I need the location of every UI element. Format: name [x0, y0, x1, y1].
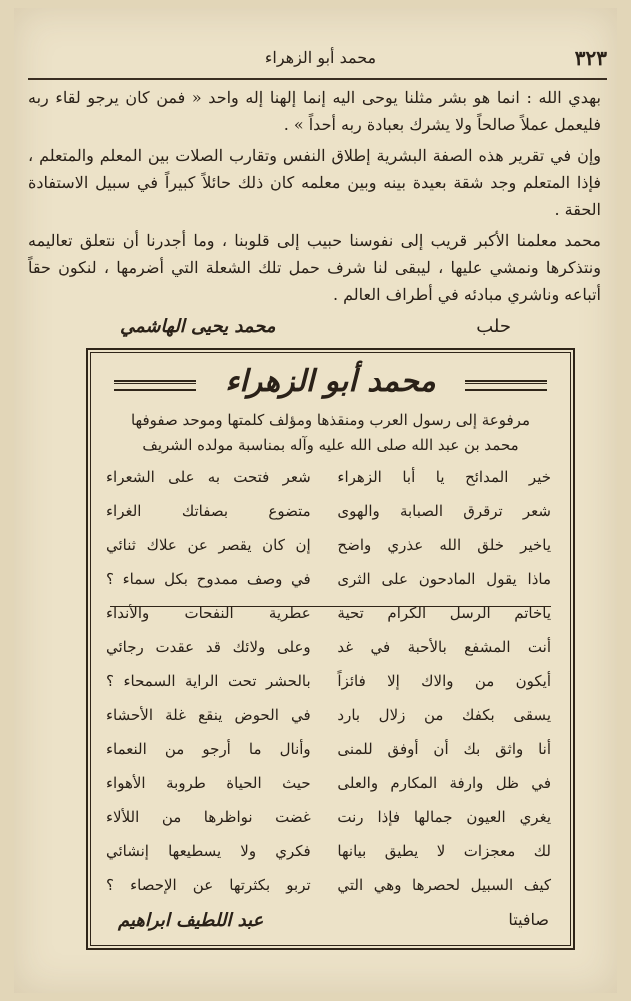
verse-first-half: ياخاتم الرسل الكرام تحية: [337, 604, 551, 622]
verse: [106, 740, 551, 774]
page-header: [34, 40, 607, 70]
verse-first-half: يغري العيون جمالها فإذا رنت: [337, 808, 551, 826]
verse-first-half: خير المدائح يا أبا الزهراء: [337, 468, 551, 486]
verse: [106, 536, 551, 570]
verse: [106, 774, 551, 808]
verse-first-half: أيكون من والاك إلا فائزاً: [337, 672, 551, 690]
poet-signature: عبد اللطيف ابراهيم: [118, 910, 264, 931]
verse-second-half: إن كان يقصر عن علاك ثنائي: [106, 536, 311, 554]
verse-first-half: أنا واثق بك أن أوفق للمنى: [337, 740, 551, 758]
verse-first-half: كيف السبيل لحصرها وهي التي: [337, 876, 551, 894]
verse: [106, 468, 551, 502]
verse-second-half: تربو بكثرتها عن الإحصاء ؟: [106, 876, 311, 894]
article-body: [28, 84, 601, 312]
poem-dedication: [108, 408, 553, 458]
verse-first-half: شعر ترقرق الصبابة والهوى: [337, 502, 551, 520]
verse-second-half: وأنال ما أرجو من النعماء: [106, 740, 311, 758]
dedication-line: مرفوعة إلى رسول العرب ومنقذها ومؤلف كلمتها وموحد صفوفها: [130, 411, 530, 429]
poem-box: [86, 348, 575, 950]
verse-second-half: متضوع بصفاتك الغراء: [106, 502, 311, 520]
poem-title: محمد أبو الزهراء: [225, 364, 436, 399]
verse-second-half: في وصف ممدوح بكل سماء ؟: [106, 570, 311, 588]
verse-second-half: شعر فتحت به على الشعراء: [106, 468, 311, 486]
verse-first-half: يسقى بكفك من زلال بارد: [337, 706, 551, 724]
article-author: محمد يحيى الهاشمي: [120, 316, 276, 337]
verse: [106, 808, 551, 842]
verse: [106, 876, 551, 910]
verse: [106, 570, 551, 604]
verse: [106, 672, 551, 706]
verse-second-half: غضت نواظرها من اللألاء: [106, 808, 311, 826]
verse-first-half: أنت المشفع بالأحبة في غد: [337, 638, 551, 656]
verse-second-half: عطرية النفحات والأنداء: [106, 604, 311, 622]
verse: [106, 706, 551, 740]
verse: [106, 638, 551, 672]
verse-second-half: حيث الحياة طروبة الأهواء: [106, 774, 311, 792]
dedication-line: محمد بن عبد الله صلى الله عليه وآله بمناسبة مولده الشريف: [142, 436, 519, 454]
running-title: محمد أبو الزهراء: [264, 48, 377, 67]
verse-second-half: بالحشر تحت الراية السمحاء ؟: [106, 672, 311, 690]
verse: [106, 502, 551, 536]
place-name: حلب: [476, 316, 511, 337]
verse-first-half: لك معجزات لا يطيق بيانها: [337, 842, 551, 860]
verse: [106, 842, 551, 876]
paragraph: وإن في تقرير هذه الصفة البشرية إطلاق النفس وتقارب الصلات بين المعلم والمتعلم ، فإذا المتعلم وجد شقة بعيدة بينه وبين معلمه كان ذلك حائلاً كبيراً في سبيل الاستفادة الحقة .: [28, 146, 601, 219]
verse-first-half: ياخير خلق الله عذري واضح: [337, 536, 551, 554]
verse-first-half: في ظل وارفة المكارم والعلى: [337, 774, 551, 792]
article-signature: [60, 316, 591, 346]
verse-first-half: ماذا يقول المادحون على الثرى: [337, 570, 551, 588]
page-number: ٣٢٣: [574, 46, 607, 70]
paragraph: محمد معلمنا الأكبر قريب إلى نفوسنا حبيب إلى قلوبنا ، وما أجدرنا أن نتعلق تعاليمه ونتذكرها ونمشي عليها ، ليبقى لنا شرف حمل تلك الشعلة التي أضرمها ، لنكون حقاً أتباعه وناشري مبادئه في أطراف العالم .: [28, 231, 601, 304]
verse-second-half: فكري ولا يسطيعها إنشائي: [106, 842, 311, 860]
section-divider: [110, 606, 551, 607]
poem-verses: [106, 468, 551, 910]
verse-second-half: وعلى ولائك قد عقدت رجائي: [106, 638, 311, 656]
verse-second-half: في الحوض ينقع غلة الأحشاء: [106, 706, 311, 724]
verse: [106, 604, 551, 638]
paragraph: بهدي الله : انما هو بشر مثلنا يوحى اليه إنما إلهنا إله واحد « فمن كان يرجو لقاء ربه فليعمل عملاً صالحاً ولا يشرك بعبادة ربه أحداً » .: [28, 88, 601, 134]
poem-closing-word: صافيتا: [508, 910, 549, 929]
header-rule: [28, 78, 607, 80]
